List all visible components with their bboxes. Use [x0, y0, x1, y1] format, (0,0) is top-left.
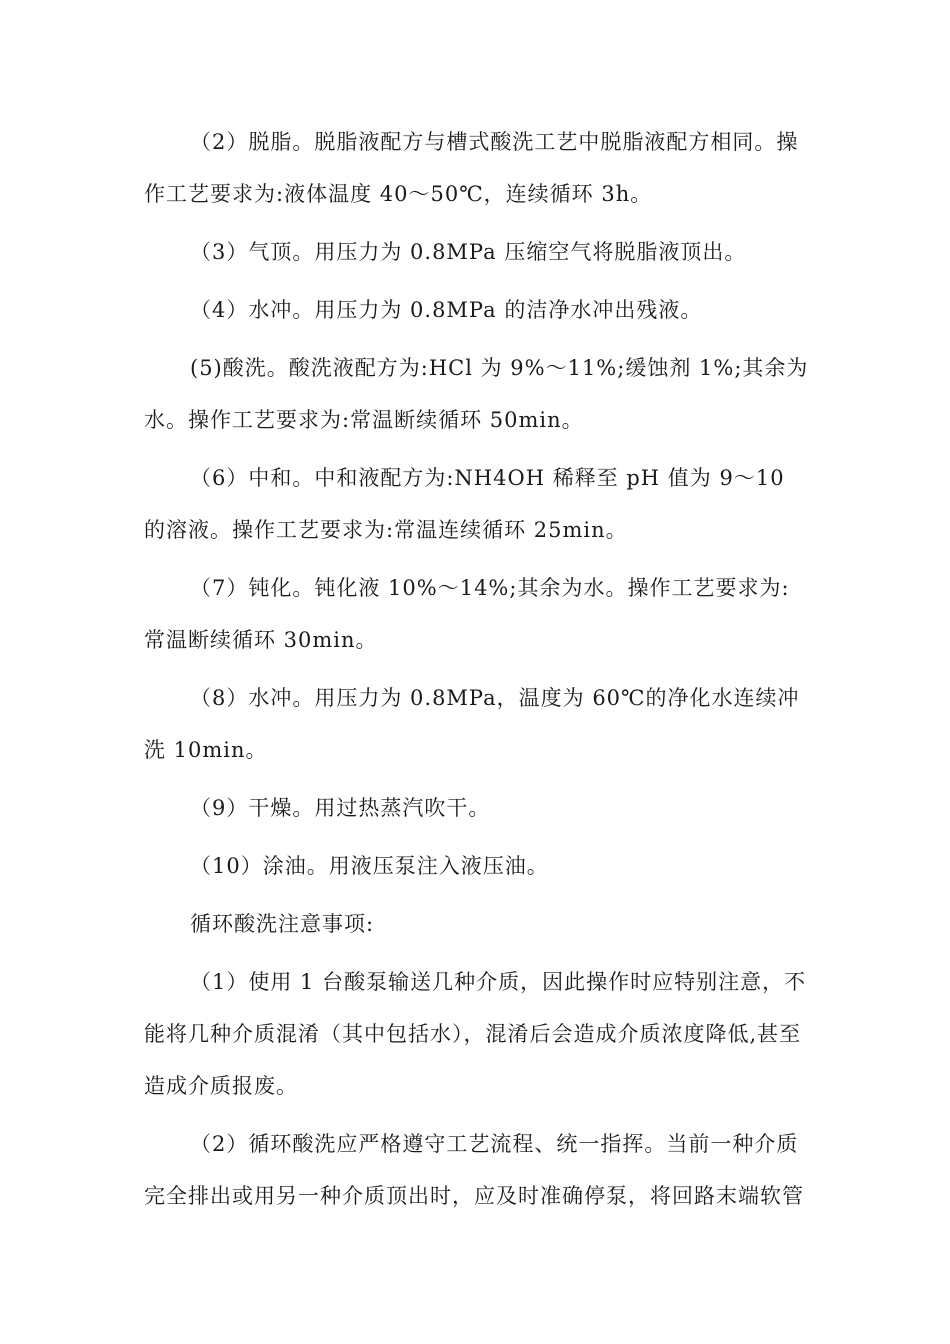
paragraph-note-1: （1）使用 1 台酸泵输送几种介质，因此操作时应特别注意，不能将几种介质混淆（其中包括水），混淆后会造成介质浓度降低,甚至造成介质报废。	[144, 970, 807, 1098]
paragraph-note-2: （2）循环酸洗应严格遵守工艺流程、统一指挥。当前一种介质完全排出或用另一种介质顶出时，应及时准确停泵，将回路末端软管	[144, 1132, 804, 1208]
paragraph-step-4-water-flush: （4）水冲。用压力为 0.8MPa 的洁净水冲出残液。	[190, 298, 703, 322]
paragraph-step-8-water-flush: （8）水冲。用压力为 0.8MPa，温度为 60℃的净化水连续冲洗 10min。	[144, 686, 800, 762]
paragraph-step-7-passivation: （7）钝化。钝化液 10%～14%;其余为水。操作工艺要求为:常温断续循环 30min。	[144, 576, 790, 652]
paragraph-step-3-air-push: （3）气顶。用压力为 0.8MPa 压缩空气将脱脂液顶出。	[190, 240, 747, 264]
paragraph-step-10-oiling: （10）涂油。用液压泵注入液压油。	[190, 854, 549, 878]
notes-heading: 循环酸洗注意事项:	[190, 912, 375, 936]
paragraph-step-6-neutralization: （6）中和。中和液配方为:NH4OH 稀释至 pH 值为 9～10 的溶液。操作工艺要求为:常温连续循环 25min。	[144, 466, 785, 542]
paragraph-step-2-degreasing: （2）脱脂。脱脂液配方与槽式酸洗工艺中脱脂液配方相同。操作工艺要求为:液体温度 40～50℃，连续循环 3h。	[144, 130, 799, 206]
paragraph-step-5-pickling: (5)酸洗。酸洗液配方为:HCl 为 9%～11%;缓蚀剂 1%;其余为水。操作工艺要求为:常温断续循环 50min。	[144, 356, 809, 432]
paragraph-step-9-drying: （9）干燥。用过热蒸汽吹干。	[190, 796, 491, 820]
document-page	[144, 116, 810, 1228]
